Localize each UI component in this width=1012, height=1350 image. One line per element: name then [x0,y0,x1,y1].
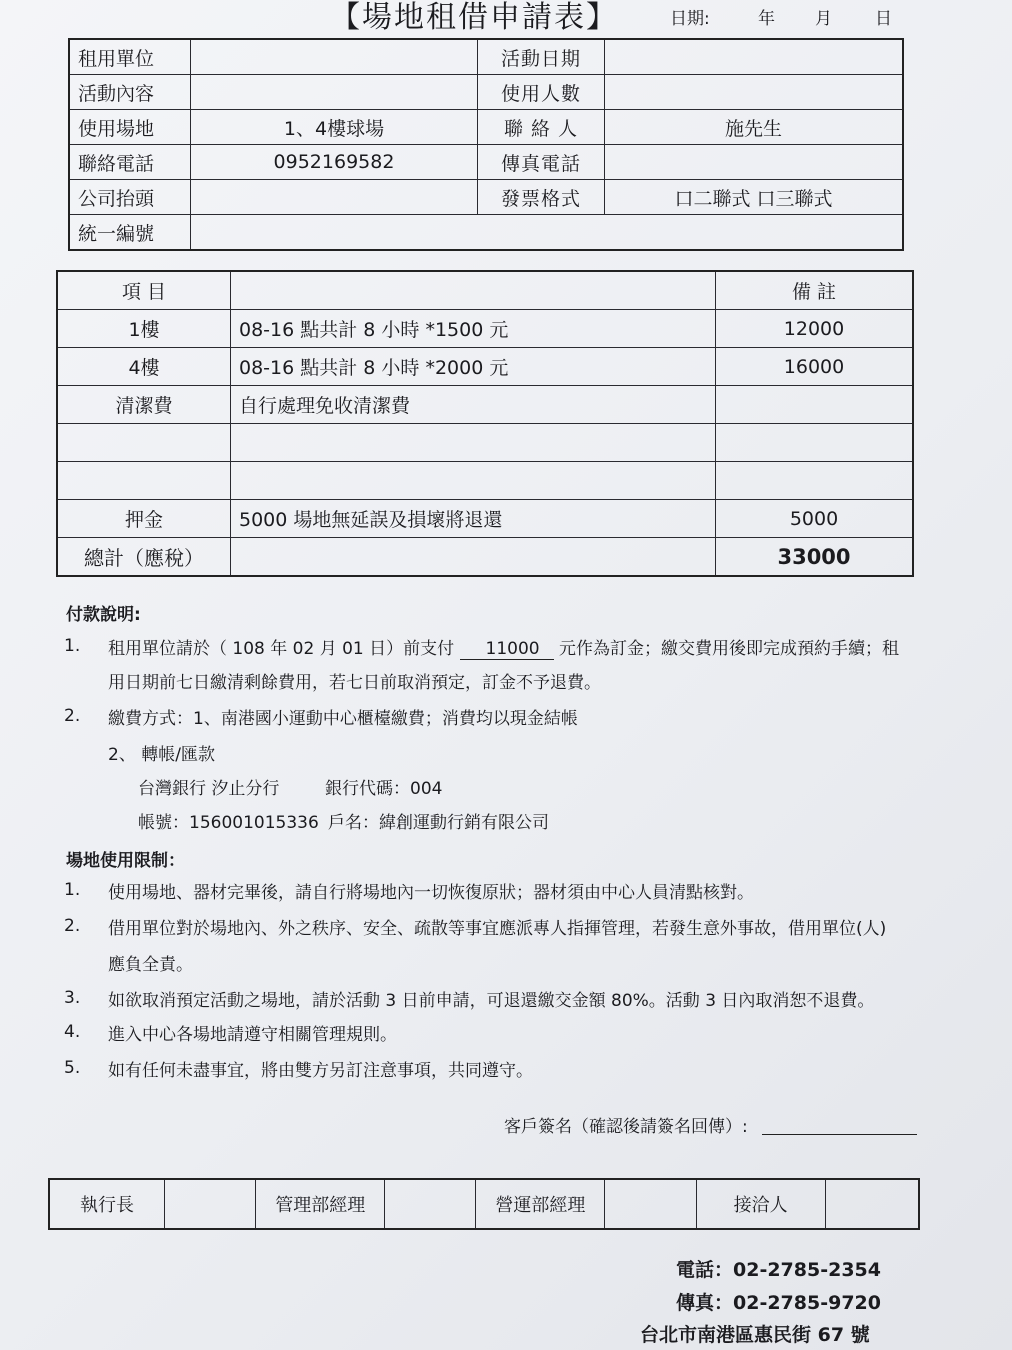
note-cell [716,386,914,424]
invoice-format-value: 口二聯式 口三聯式 [605,180,904,215]
note-cell: 12000 [716,310,914,348]
field-value [191,75,478,110]
field-value [191,180,478,215]
rule-text: 應負全責。 [108,955,193,975]
bank-name: 台灣銀行 汐止分行 [138,779,280,799]
date-label: 日期: [670,9,710,29]
description-cell [231,462,716,500]
payment-line-1b: 用日期前七日繳清剩餘費用，若七日前取消預定，訂金不予退費。 [108,673,601,693]
table-row [57,386,913,424]
phone-value: 0952169582 [191,145,478,180]
account-number: 帳號：156001015336 [138,813,319,833]
field-value [605,75,904,110]
item-cell [57,424,231,462]
rule-text: 如欲取消預定活動之場地，請於活動 3 日前申請，可退還繳交金額 80%。活動 3 日內取消恕不退費。 [108,991,875,1011]
payment-heading: 付款說明: [66,605,141,625]
date-year: 年 [758,9,775,29]
item-cell: 4樓 [57,348,231,386]
rule-text: 使用場地、器材完畢後，請自行將場地內一切恢復原狀；器材須由中心人員清點核對。 [108,883,754,903]
table-row [57,462,913,500]
fee-items-table [56,270,914,577]
table-row [49,1179,919,1229]
payment-text: 租用單位請於（ 108 年 02 月 01 日）前支付 [108,639,455,659]
applicant-info-table [68,38,904,251]
payment-line-2: 繳費方式：1、南港國小運動中心櫃檯繳費；消費均以現金結帳 [108,709,578,729]
list-number: 2. [64,916,81,936]
deposit-amount: 11000 [460,639,554,660]
description-cell: 08-16 點共計 8 小時 *2000 元 [231,348,716,386]
field-label: 聯絡電話 [69,145,191,180]
note-cell [716,462,914,500]
contact-person-value: 施先生 [605,110,904,145]
field-label: 使用人數 [478,75,605,110]
total-label: 總計（應稅） [57,538,231,577]
table-row [69,180,903,215]
note-cell: 5000 [716,500,914,538]
field-label: 發票格式 [478,180,605,215]
signature-line[interactable] [762,1134,917,1135]
item-cell: 1樓 [57,310,231,348]
list-number: 4. [64,1022,81,1042]
list-number: 5. [64,1058,81,1078]
approver-label: 管理部經理 [256,1179,385,1229]
payment-text: 元作為訂金；繳交費用後即完成預約手續；租 [559,639,900,659]
total-value: 33000 [716,538,914,577]
table-row [57,500,913,538]
document-title: 【場地租借申請表】 [330,0,618,35]
approver-sign-cell[interactable] [165,1179,256,1229]
field-label: 統一編號 [69,215,191,251]
payment-line-2b: 2、 轉帳/匯款 [108,745,215,765]
approver-label: 執行長 [49,1179,165,1229]
item-cell: 清潔費 [57,386,231,424]
table-row [69,145,903,180]
list-number: 1. [64,636,81,656]
table-row [57,310,913,348]
venue-value: 1、4樓球場 [191,110,478,145]
table-row [69,110,903,145]
contact-phone: 電話：02-2785-2354 [676,1259,881,1281]
approver-label: 接洽人 [696,1179,825,1229]
item-cell: 押金 [57,500,231,538]
list-number: 1. [64,880,81,900]
signature-label: 客戶簽名（確認後請簽名回傳）: [504,1117,748,1137]
payment-line-1 [108,634,899,660]
approval-table [48,1178,920,1230]
field-label: 活動日期 [478,39,605,75]
list-number: 3. [64,988,81,1008]
rule-text: 進入中心各場地請遵守相關管理規則。 [108,1025,397,1045]
column-header [231,271,716,310]
total-desc [231,538,716,577]
table-header-row [57,271,913,310]
list-number: 2. [64,706,81,726]
description-cell: 08-16 點共計 8 小時 *1500 元 [231,310,716,348]
field-value [191,215,904,251]
field-label: 公司抬頭 [69,180,191,215]
rule-text: 如有任何未盡事宜，將由雙方另訂注意事項，共同遵守。 [108,1061,533,1081]
description-cell [231,424,716,462]
field-label: 傳真電話 [478,145,605,180]
field-label: 租用單位 [69,39,191,75]
table-row [57,424,913,462]
table-row [69,39,903,75]
note-cell [716,424,914,462]
approver-label: 營運部經理 [476,1179,605,1229]
item-cell [57,462,231,500]
approver-sign-cell[interactable] [825,1179,919,1229]
field-label: 活動內容 [69,75,191,110]
approver-sign-cell[interactable] [605,1179,696,1229]
field-value [191,39,478,75]
note-cell: 16000 [716,348,914,386]
description-cell: 自行處理免收清潔費 [231,386,716,424]
contact-address: 台北市南港區惠民街 67 號 [640,1324,870,1346]
account-name: 戶名：緯創運動行銷有限公司 [328,813,549,833]
field-value [605,145,904,180]
table-row [57,348,913,386]
date-day: 日 [875,9,892,29]
date-month: 月 [815,9,832,29]
column-header: 項 目 [57,271,231,310]
description-cell: 5000 場地無延誤及損壞將退還 [231,500,716,538]
column-header: 備 註 [716,271,914,310]
bank-code: 銀行代碼：004 [325,779,443,799]
rules-heading: 場地使用限制： [66,851,185,871]
field-value [605,39,904,75]
contact-fax: 傳真：02-2785-9720 [676,1292,881,1314]
rule-text: 借用單位對於場地內、外之秩序、安全、疏散等事宜應派專人指揮管理，若發生意外事故，借用單位(人) [108,919,887,939]
field-label: 使用場地 [69,110,191,145]
approver-sign-cell[interactable] [385,1179,476,1229]
field-label: 聯 絡 人 [478,110,605,145]
table-row [69,75,903,110]
table-row [69,215,903,251]
total-row [57,538,913,577]
